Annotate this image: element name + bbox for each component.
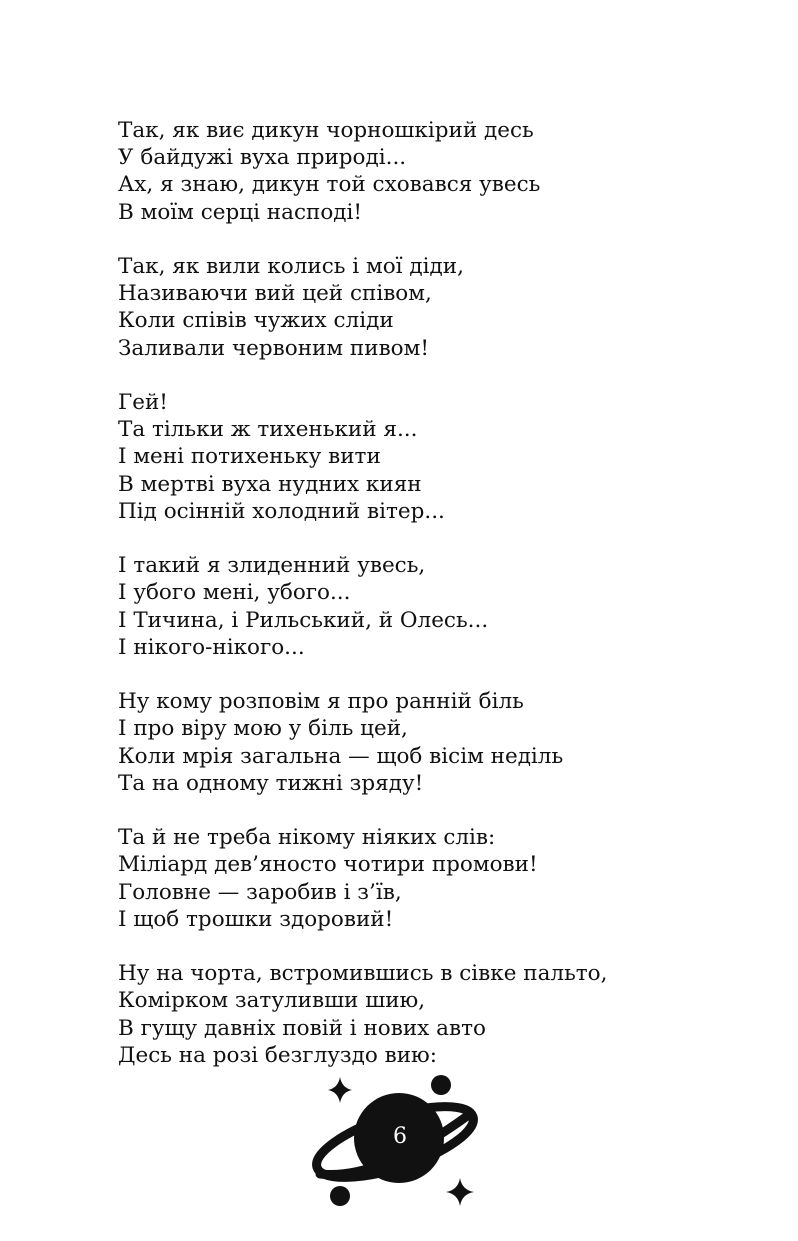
poem-line: У байдужі вуха природі... [118, 145, 407, 171]
poem-line: Під осінній холодний вітер... [118, 498, 445, 524]
poem-line: Коли мрія загальна — щоб вісім неділь [118, 743, 564, 769]
poem-line: Так, як виє дикун чорношкірий десь [118, 118, 534, 143]
poem-line: І про віру мою у біль цей, [118, 716, 408, 742]
poem-line: Заливали червоним пивом! [118, 335, 429, 361]
stanza-2 [118, 253, 778, 362]
poem-line: Та на одному тижні зряду! [118, 770, 424, 796]
poem-line: В мертві вуха нудних киян [118, 471, 422, 497]
stanza-6 [118, 824, 778, 933]
poem-line: Ну на чорта, встромившись в сівке пальто, [118, 961, 608, 987]
page-number: 6 [393, 1124, 407, 1149]
poem-line: Ах, я знаю, дикун той сховався увесь [118, 172, 541, 198]
poem-line: Ну кому розповім я про ранній біль [118, 689, 524, 715]
moon-icon [330, 1186, 350, 1206]
poem-line: І щоб трошки здоровий! [118, 906, 394, 932]
poem-line: Називаючи вий цей співом, [118, 281, 432, 307]
poem-line: Комірком затуливши шию, [118, 988, 426, 1014]
poem-line: В гущу давніх повій і нових авто [118, 1015, 486, 1041]
stanza-4 [118, 552, 778, 661]
poem-line: Так, як вили колись і мої діди, [118, 254, 464, 279]
stanza-1 [118, 117, 778, 226]
poem-line: І убого мені, убого... [118, 580, 351, 606]
moon-icon [431, 1075, 451, 1095]
poem-line: Головне — заробив і з’їв, [118, 879, 402, 905]
poem-line: І такий я злиденний увесь, [118, 553, 426, 579]
poem-line: Та тільки ж тихенький я... [118, 417, 418, 443]
poem-line: Міліард дев’яносто чотири промови! [118, 852, 538, 878]
poem-line: Коли співів чужих сліди [118, 308, 394, 334]
poem-line: В моїм серці насподі! [118, 199, 363, 225]
stanza-3 [118, 389, 778, 525]
stanza-5 [118, 688, 778, 797]
poem-line: Десь на розі безглуздо вию: [118, 1042, 438, 1068]
poem-line: І нікого-нікого... [118, 634, 305, 660]
poem-text [118, 117, 778, 1096]
sparkle-star-icon [446, 1178, 474, 1206]
sparkle-star-icon [328, 1077, 352, 1103]
poem-line: І Тичина, і Рильський, й Олесь... [118, 607, 489, 633]
poem-line: Та й не треба нікому ніяких слів: [118, 825, 496, 851]
stanza-7 [118, 960, 778, 1069]
poem-line: І мені потихеньку вити [118, 444, 381, 470]
poem-line: Гей! [118, 390, 168, 415]
